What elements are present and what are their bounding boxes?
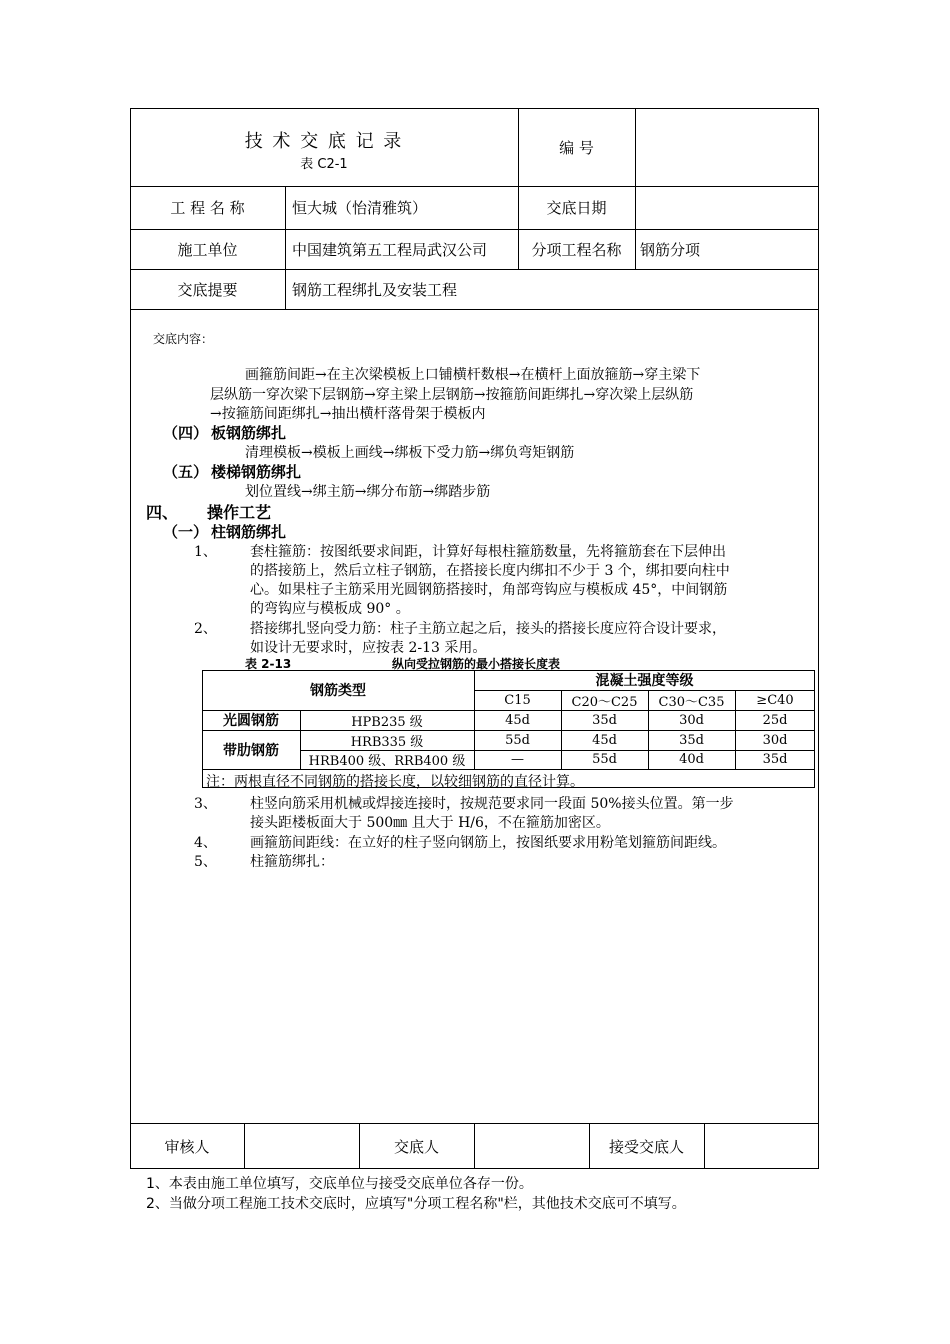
number-value[interactable]: [635, 108, 819, 186]
table-cell: 45d: [592, 732, 617, 748]
beam-procedure-line: 画箍筋间距→在主次梁模板上口铺横杆数根→在横杆上面放箍筋→穿主梁下: [245, 367, 701, 383]
item-text: 画箍筋间距线：在立好的柱子竖向钢筋上，按图纸要求用粉笔划箍筋间距线。: [250, 835, 726, 851]
discloser-value[interactable]: [474, 1123, 589, 1169]
group-ribbed-bar: 带肋钢筋: [223, 742, 279, 759]
beam-procedure-line: 层纵筋一穿次梁下层钢筋→穿主梁上层钢筋→按箍筋间距绑扎→穿次梁上层纵筋: [210, 387, 694, 403]
header-rebar-type: 钢筋类型: [310, 683, 366, 699]
summary-value[interactable]: 钢筋工程绑扎及安装工程: [292, 280, 458, 299]
item-number: 5、: [194, 854, 217, 870]
grade-header: ≥C40: [756, 692, 794, 708]
stair-heading: 楼梯钢筋绑扎: [211, 463, 302, 481]
unit-label: 施工单位: [177, 240, 238, 259]
group-plain-bar: 光圆钢筋: [223, 713, 279, 729]
table-cell: 30d: [679, 712, 704, 728]
table-line: [202, 769, 815, 770]
col-divider: [285, 186, 286, 309]
table-cell: 35d: [762, 752, 788, 767]
grade-header: C20～C25: [571, 694, 638, 710]
beam-procedure-line: →按箍筋间距绑扎→抽出横杆落骨架于模板内: [210, 406, 486, 422]
discloser-label: 交底人: [393, 1137, 439, 1156]
footnote: 1、本表由施工单位填写，交底单位与接受交底单位各存一份。: [146, 1176, 533, 1192]
column-heading: 柱钢筋绑扎: [211, 523, 287, 541]
table-cell: 35d: [592, 712, 617, 728]
item-text: 柱箍筋绑扎：: [250, 854, 334, 870]
unit-value[interactable]: 中国建筑第五工程局武汉公司: [292, 240, 488, 259]
table-cell-grade: HPB235 级: [351, 714, 423, 730]
receiver-value[interactable]: [704, 1123, 819, 1169]
table-cell-grade: HRB400 级、RRB400 级: [308, 754, 466, 769]
section-four-heading: 操作工艺: [207, 503, 272, 522]
table-note: 注：两根直径不同钢筋的搭接长度，以较细钢筋的直径计算。: [206, 774, 584, 790]
reviewer-value[interactable]: [244, 1123, 359, 1169]
table-cell: 45d: [505, 712, 530, 728]
stair-procedure: 划位置线→绑主筋→绑分布筋→绑踏步筋: [245, 484, 491, 500]
table-cell: 40d: [679, 752, 704, 767]
slab-procedure: 清理模板→模板上画线→绑板下受力筋→绑负弯矩钢筋: [245, 445, 575, 461]
slab-heading: 板钢筋绑扎: [211, 424, 287, 442]
section-four-number: 四、: [146, 503, 179, 522]
item-text: 搭接绑扎竖向受力筋：柱子主筋立起之后，接头的搭接长度应符合设计要求，: [250, 621, 726, 637]
grade-header: C30～C35: [658, 694, 725, 710]
item-text: 接头距楼板面大于 500㎜ 且大于 H/6，不在箍筋加密区。: [250, 815, 610, 831]
date-value[interactable]: [640, 186, 819, 229]
reviewer-label: 审核人: [164, 1137, 210, 1156]
column-number: （一）: [163, 523, 209, 541]
item-number: 1、: [194, 544, 217, 560]
item-number: 2、: [194, 621, 217, 637]
table-caption-number: 表 2-13: [245, 657, 292, 671]
table-cell: 55d: [505, 732, 530, 748]
item-text: 套柱箍筋：按图纸要求间距，计算好每根柱箍筋数量，先将箍筋套在下层伸出: [250, 544, 726, 560]
item-number: 4、: [194, 835, 217, 851]
summary-label: 交底提要: [177, 280, 238, 299]
stair-number: （五）: [163, 463, 209, 481]
date-label: 交底日期: [546, 199, 607, 217]
row-divider: [130, 309, 819, 310]
item-text: 心。如果柱子主筋采用光圆钢筋搭接时，角部弯钩应与模板成 45°，中间钢筋: [250, 582, 728, 598]
slab-number: （四）: [163, 424, 209, 442]
form-title: 技 术 交 底 记 录: [244, 131, 404, 152]
content-label: 交底内容：: [153, 332, 214, 346]
table-cell: —: [511, 752, 524, 767]
item-text: 的弯钩应与模板成 90° 。: [250, 601, 410, 617]
footnote: 2、当做分项工程施工技术交底时，应填写"分项工程名称"栏，其他技术交底可不填写。: [146, 1196, 686, 1212]
table-cell: 55d: [592, 752, 617, 767]
table-caption-title: 纵向受拉钢筋的最小搭接长度表: [392, 657, 561, 671]
item-text: 柱竖向筋采用机械或焊接连接时，按规范要求同一段面 50%接头位置。第一步: [250, 796, 734, 812]
table-cell-grade: HRB335 级: [350, 734, 424, 750]
project-name-label: 工 程 名 称: [170, 199, 245, 217]
project-name-value[interactable]: 恒大城（怡清雅筑）: [292, 199, 428, 217]
sub-project-value[interactable]: 钢筋分项: [640, 240, 701, 259]
item-text: 的搭接筋上，然后立柱子钢筋，在搭接长度内绑扣不少于 3 个，绑扣要向柱中: [250, 563, 730, 579]
table-cell: 35d: [679, 732, 704, 748]
header-concrete-grade: 混凝土强度等级: [595, 673, 694, 689]
form-code: 表 C2-1: [300, 156, 348, 172]
number-label: 编 号: [559, 138, 594, 157]
item-text: 如设计无要求时，应按表 2-13 采用。: [250, 640, 487, 656]
table-cell: 30d: [762, 732, 788, 748]
sub-project-label: 分项工程名称: [531, 240, 622, 259]
receiver-label: 接受交底人: [608, 1137, 684, 1156]
item-number: 3、: [194, 796, 217, 812]
table-cell: 25d: [762, 712, 788, 728]
grade-header: C15: [504, 692, 531, 708]
